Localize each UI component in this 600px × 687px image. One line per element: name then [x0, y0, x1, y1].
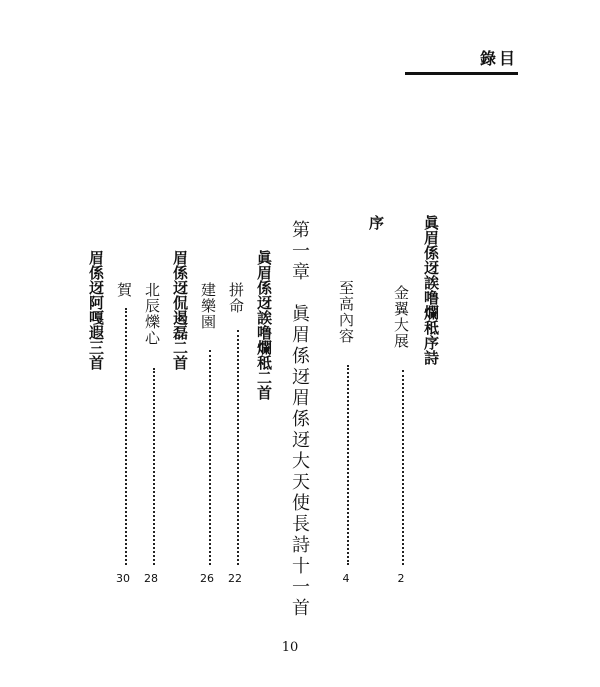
toc-page-number: 28	[144, 572, 158, 585]
toc-page-number: 2	[397, 572, 405, 585]
page-folio-number: 10	[281, 640, 299, 655]
header-rule	[405, 72, 518, 75]
toc-page-number: 22	[228, 572, 242, 585]
toc-subheading-two-poems-b: 眉係迓侃遏磊二首	[171, 250, 189, 370]
toc-page-number: 26	[200, 572, 214, 585]
dot-leader	[402, 370, 404, 565]
toc-heading-preface: 序	[367, 215, 385, 230]
page-header-title: 錄目	[479, 49, 518, 68]
toc-entry-golden-wings: 金翼大展	[392, 285, 410, 349]
dot-leader	[209, 350, 211, 565]
toc-subheading-three-poems: 眉係迓阿嘎遐三首	[87, 250, 105, 370]
toc-heading-preface-poems: 眞眉係迓誒噜爛秪序詩	[422, 215, 440, 365]
toc-entry-congratulations: 賀	[115, 282, 133, 298]
toc-page-number: 4	[342, 572, 350, 585]
toc-page-number: 30	[116, 572, 130, 585]
toc-chapter-one-title: 第一章 眞眉係迓眉係迓大天使長詩十一首	[289, 220, 310, 619]
dot-leader	[347, 365, 349, 565]
toc-entry-build-paradise: 建樂園	[199, 282, 217, 330]
toc-entry-supreme-content: 至高內容	[337, 280, 355, 344]
toc-entry-north-star: 北辰爍心	[143, 282, 161, 346]
toc-subheading-two-poems: 眞眉係迓誒噜爛秪二首	[255, 250, 273, 400]
dot-leader	[153, 368, 155, 565]
toc-entry-desperate: 拼命	[227, 282, 245, 314]
dot-leader	[237, 330, 239, 565]
dot-leader	[125, 308, 127, 565]
